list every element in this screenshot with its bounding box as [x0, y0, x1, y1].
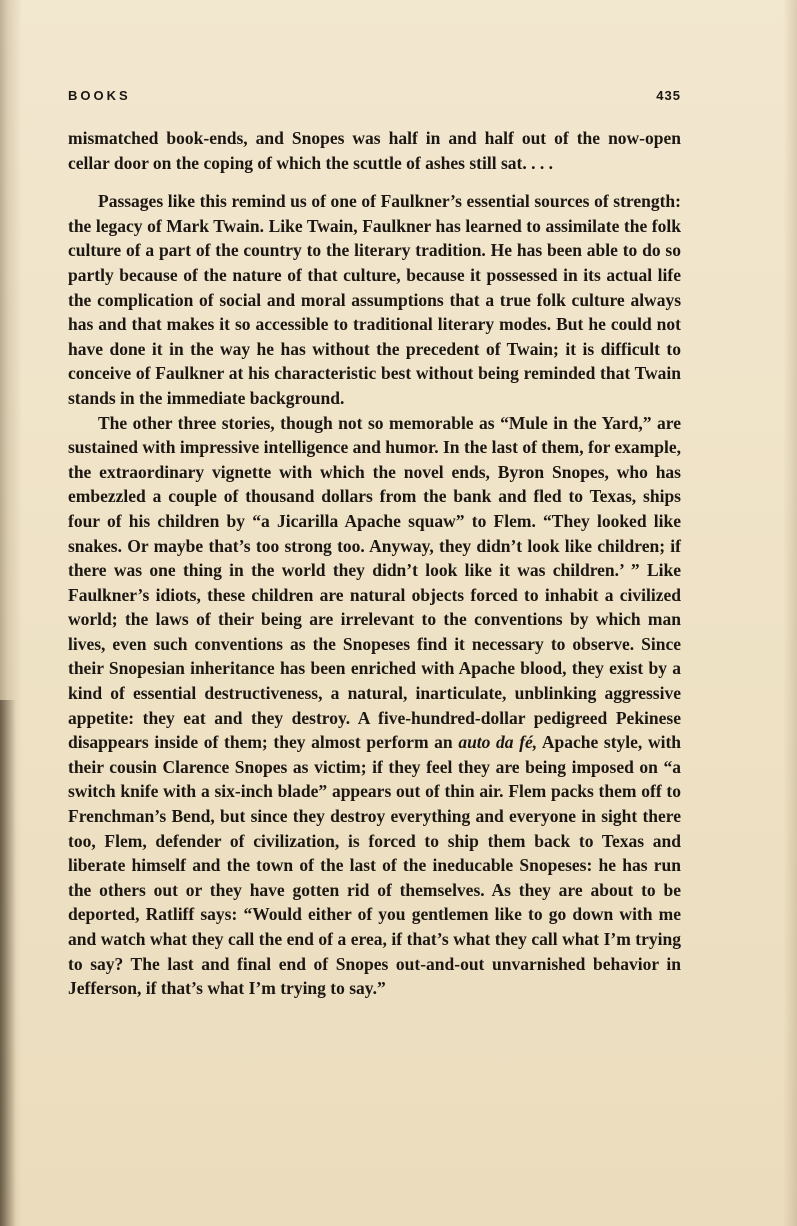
- section-title: BOOKS: [68, 88, 131, 103]
- paragraph-text-part-2: Apache style, with their cousin Clarence Snopes as victim; if they feel they are being imposed on “a switch knife with a six-inch blade” appears out of thin air. Flem packs them off to Frenchman’s Bend, but since they destroy everything and everyone in sight there too, Flem, defender of civilization, is forced to ship them back to Texas and liberate himself and the town of the last of the ineducable Snopeses: he has run the others out or they have gotten rid of themselves. As they are about to be deported, Ratliff says: “Would either of you gentlemen like to go down with me and watch what they call the end of a erea, if that’s what they call what I’m trying to say? The last and final end of Snopes out-and-out unvarnished behavior in Jefferson, if that’s what I’m trying to say.”: [68, 732, 682, 999]
- page-number: 435: [656, 88, 681, 103]
- paragraph-text-part-1: The other three stories, though not so memorable as “Mule in the Yard,” are sustained with impressive intelligence and humor. In the last of them, for example, the extraordinary vignette with which the novel ends, Byron Snopes, who has embezzled a couple of thousand dollars from the bank and fled to Texas, ships four of his children by “a Jicarilla Apache squaw” to Flem. “They looked like snakes. Or maybe that’s too strong too. Anyway, they didn’t look like children; if there was one thing in the world they didn’t look like it was children.’ ” Like Faulkner’s idiots, these children are natural objects forced to inhabit a civilized world; the laws of their being are irrelevant to the conventions by which man lives, even such conventions as the Snopeses find it necessary to observe. Since their Snopesian inheritance has been enriched with Apache blood, they exist by a kind of essential destructiveness, a natural, inarticulate, unblinking aggressive appetite: they eat and they destroy. A five-hundred-dollar pedigreed Pekinese disappears inside of them; they almost perform an: [68, 412, 681, 753]
- running-head: [68, 88, 681, 110]
- spine-shadow: [0, 700, 16, 1226]
- paragraph-twain: Passages like this remind us of one of Faulkner’s essential sources of strength: the legacy of Mark Twain. Like Twain, Faulkner has learned to assimilate the folk culture of a part of the country to the literary tradition. He has been able to do so partly because of the nature of that culture, because it possessed in its actual life the complication of social and moral assumptions that a true folk culture always has and that makes it so accessible to traditional literary modes. But he could not have done it in the way he has without the precedent of Twain; it is difficult to conceive of Faulkner at his characteristic best without being reminded that Twain stands in the immediate background.: [68, 191, 681, 408]
- paragraph-gap: [68, 175, 681, 189]
- paragraph-other-stories: [68, 411, 681, 1001]
- paragraph-continuation: mismatched book-ends, and Snopes was half in and half out of the now-open cellar door on the coping of which the scuttle of ashes still sat. . . .: [68, 128, 681, 173]
- body-text: [68, 126, 681, 1001]
- italic-phrase: auto da fé,: [458, 732, 538, 753]
